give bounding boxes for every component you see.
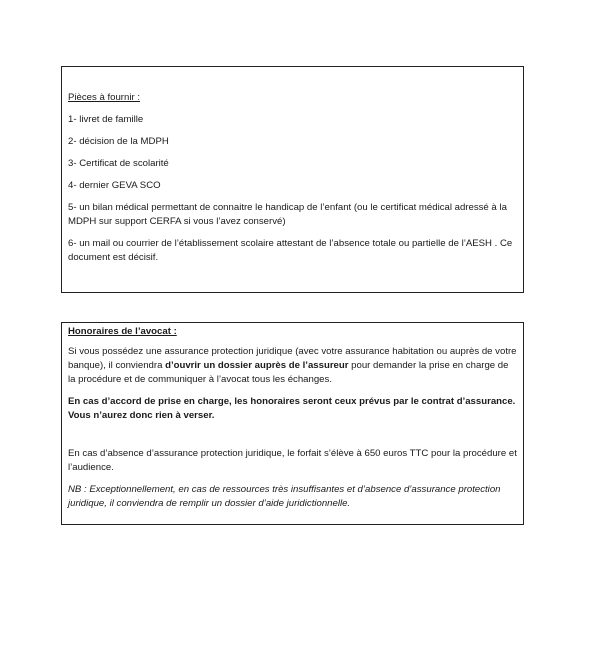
honoraires-heading: Honoraires de l’avocat : bbox=[68, 326, 177, 337]
assurance-text-before: Si vous possédez une assurance protection juridique (avec votre assurance habitation ou auprès de votre banque), il conviendra bbox=[68, 346, 517, 371]
piece-item-6: 6- un mail ou courrier de l’établissement scolaire attestant de l’absence totale ou partielle de l’AESH . Ce document est décisif. bbox=[68, 238, 513, 263]
piece-item-5: 5- un bilan médical permettant de connaitre le handicap de l’enfant (ou le certificat médical adressé à la MDPH sur support CERFA si vous l’avez conservé) bbox=[68, 202, 507, 227]
pieces-a-fournir-box bbox=[61, 66, 524, 293]
assurance-text-after: pour demander la prise en charge de la procédure et de communiquer à l’avocat tous les échanges. bbox=[68, 360, 509, 385]
piece-item-2: 2- décision de la MDPH bbox=[68, 136, 169, 147]
piece-item-1: 1- livret de famille bbox=[68, 114, 144, 125]
honoraires-paragraph-forfait: En cas d’absence d’assurance protection juridique, le forfait s’élève à 650 euros TTC pour la procédure et l’audience. bbox=[68, 448, 517, 473]
pieces-heading: Pièces à fournir : bbox=[68, 92, 140, 103]
assurance-text-bold: d’ouvrir un dossier auprès de l’assureur bbox=[165, 360, 349, 371]
honoraires-paragraph-nb: NB : Exceptionnellement, en cas de ressources très insuffisantes et d’absence d’assurance protection juridique, il conviendra de remplir un dossier d’aide juridictionnelle. bbox=[68, 484, 501, 509]
honoraires-paragraph-accord: En cas d’accord de prise en charge, les honoraires seront ceux prévus par le contrat d’assurance. Vous n’aurez donc rien à verser. bbox=[68, 396, 516, 421]
honoraires-paragraph-assurance bbox=[68, 345, 517, 387]
piece-item-3: 3- Certificat de scolarité bbox=[68, 158, 169, 169]
piece-item-4: 4- dernier GEVA SCO bbox=[68, 180, 161, 191]
honoraires-box bbox=[61, 322, 524, 525]
